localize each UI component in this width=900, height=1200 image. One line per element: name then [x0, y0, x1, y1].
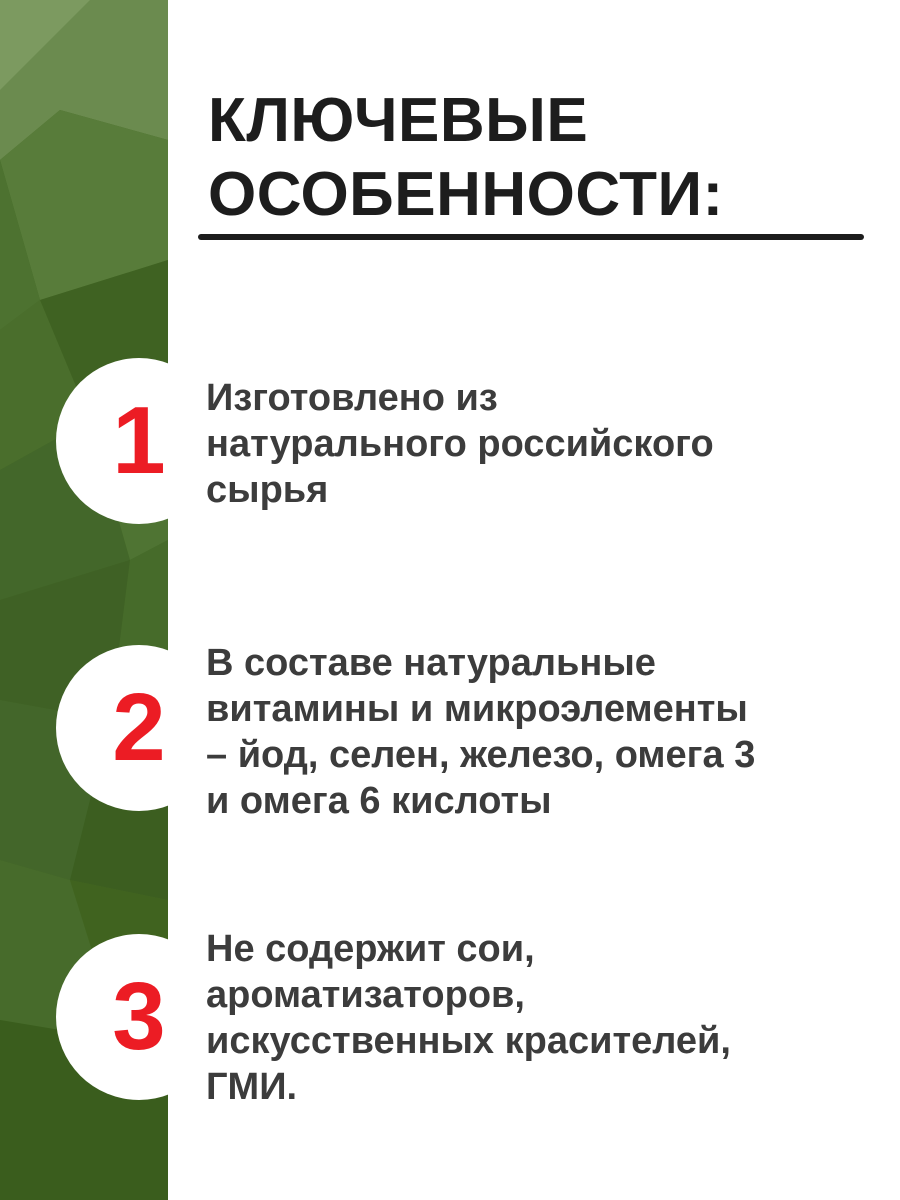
title-line: КЛЮЧЕВЫЕ	[208, 86, 589, 155]
feature-line: Изготовлено из	[206, 377, 498, 419]
number-badge: 1	[56, 358, 222, 524]
title-divider	[198, 234, 864, 240]
number-badge: 2	[56, 645, 222, 811]
feature-text	[206, 640, 755, 824]
feature-text	[206, 375, 714, 513]
feature-text	[206, 926, 731, 1110]
feature-line: натурального российского	[206, 423, 714, 465]
feature-line: В составе натуральные	[206, 642, 656, 684]
feature-line: ароматизаторов,	[206, 974, 525, 1016]
page-title	[208, 84, 724, 232]
feature-line: Не содержит сои,	[206, 928, 535, 970]
feature-line: ГМИ.	[206, 1066, 298, 1108]
title-line: ОСОБЕННОСТИ:	[208, 160, 724, 229]
feature-line: – йод, селен, железо, омега 3	[206, 734, 756, 776]
feature-line: искусственных красителей,	[206, 1020, 731, 1062]
feature-line: сырья	[206, 469, 329, 511]
number-badge: 3	[56, 934, 222, 1100]
feature-line: и омега 6 кислоты	[206, 780, 552, 822]
feature-line: витамины и микроэлементы	[206, 688, 748, 730]
